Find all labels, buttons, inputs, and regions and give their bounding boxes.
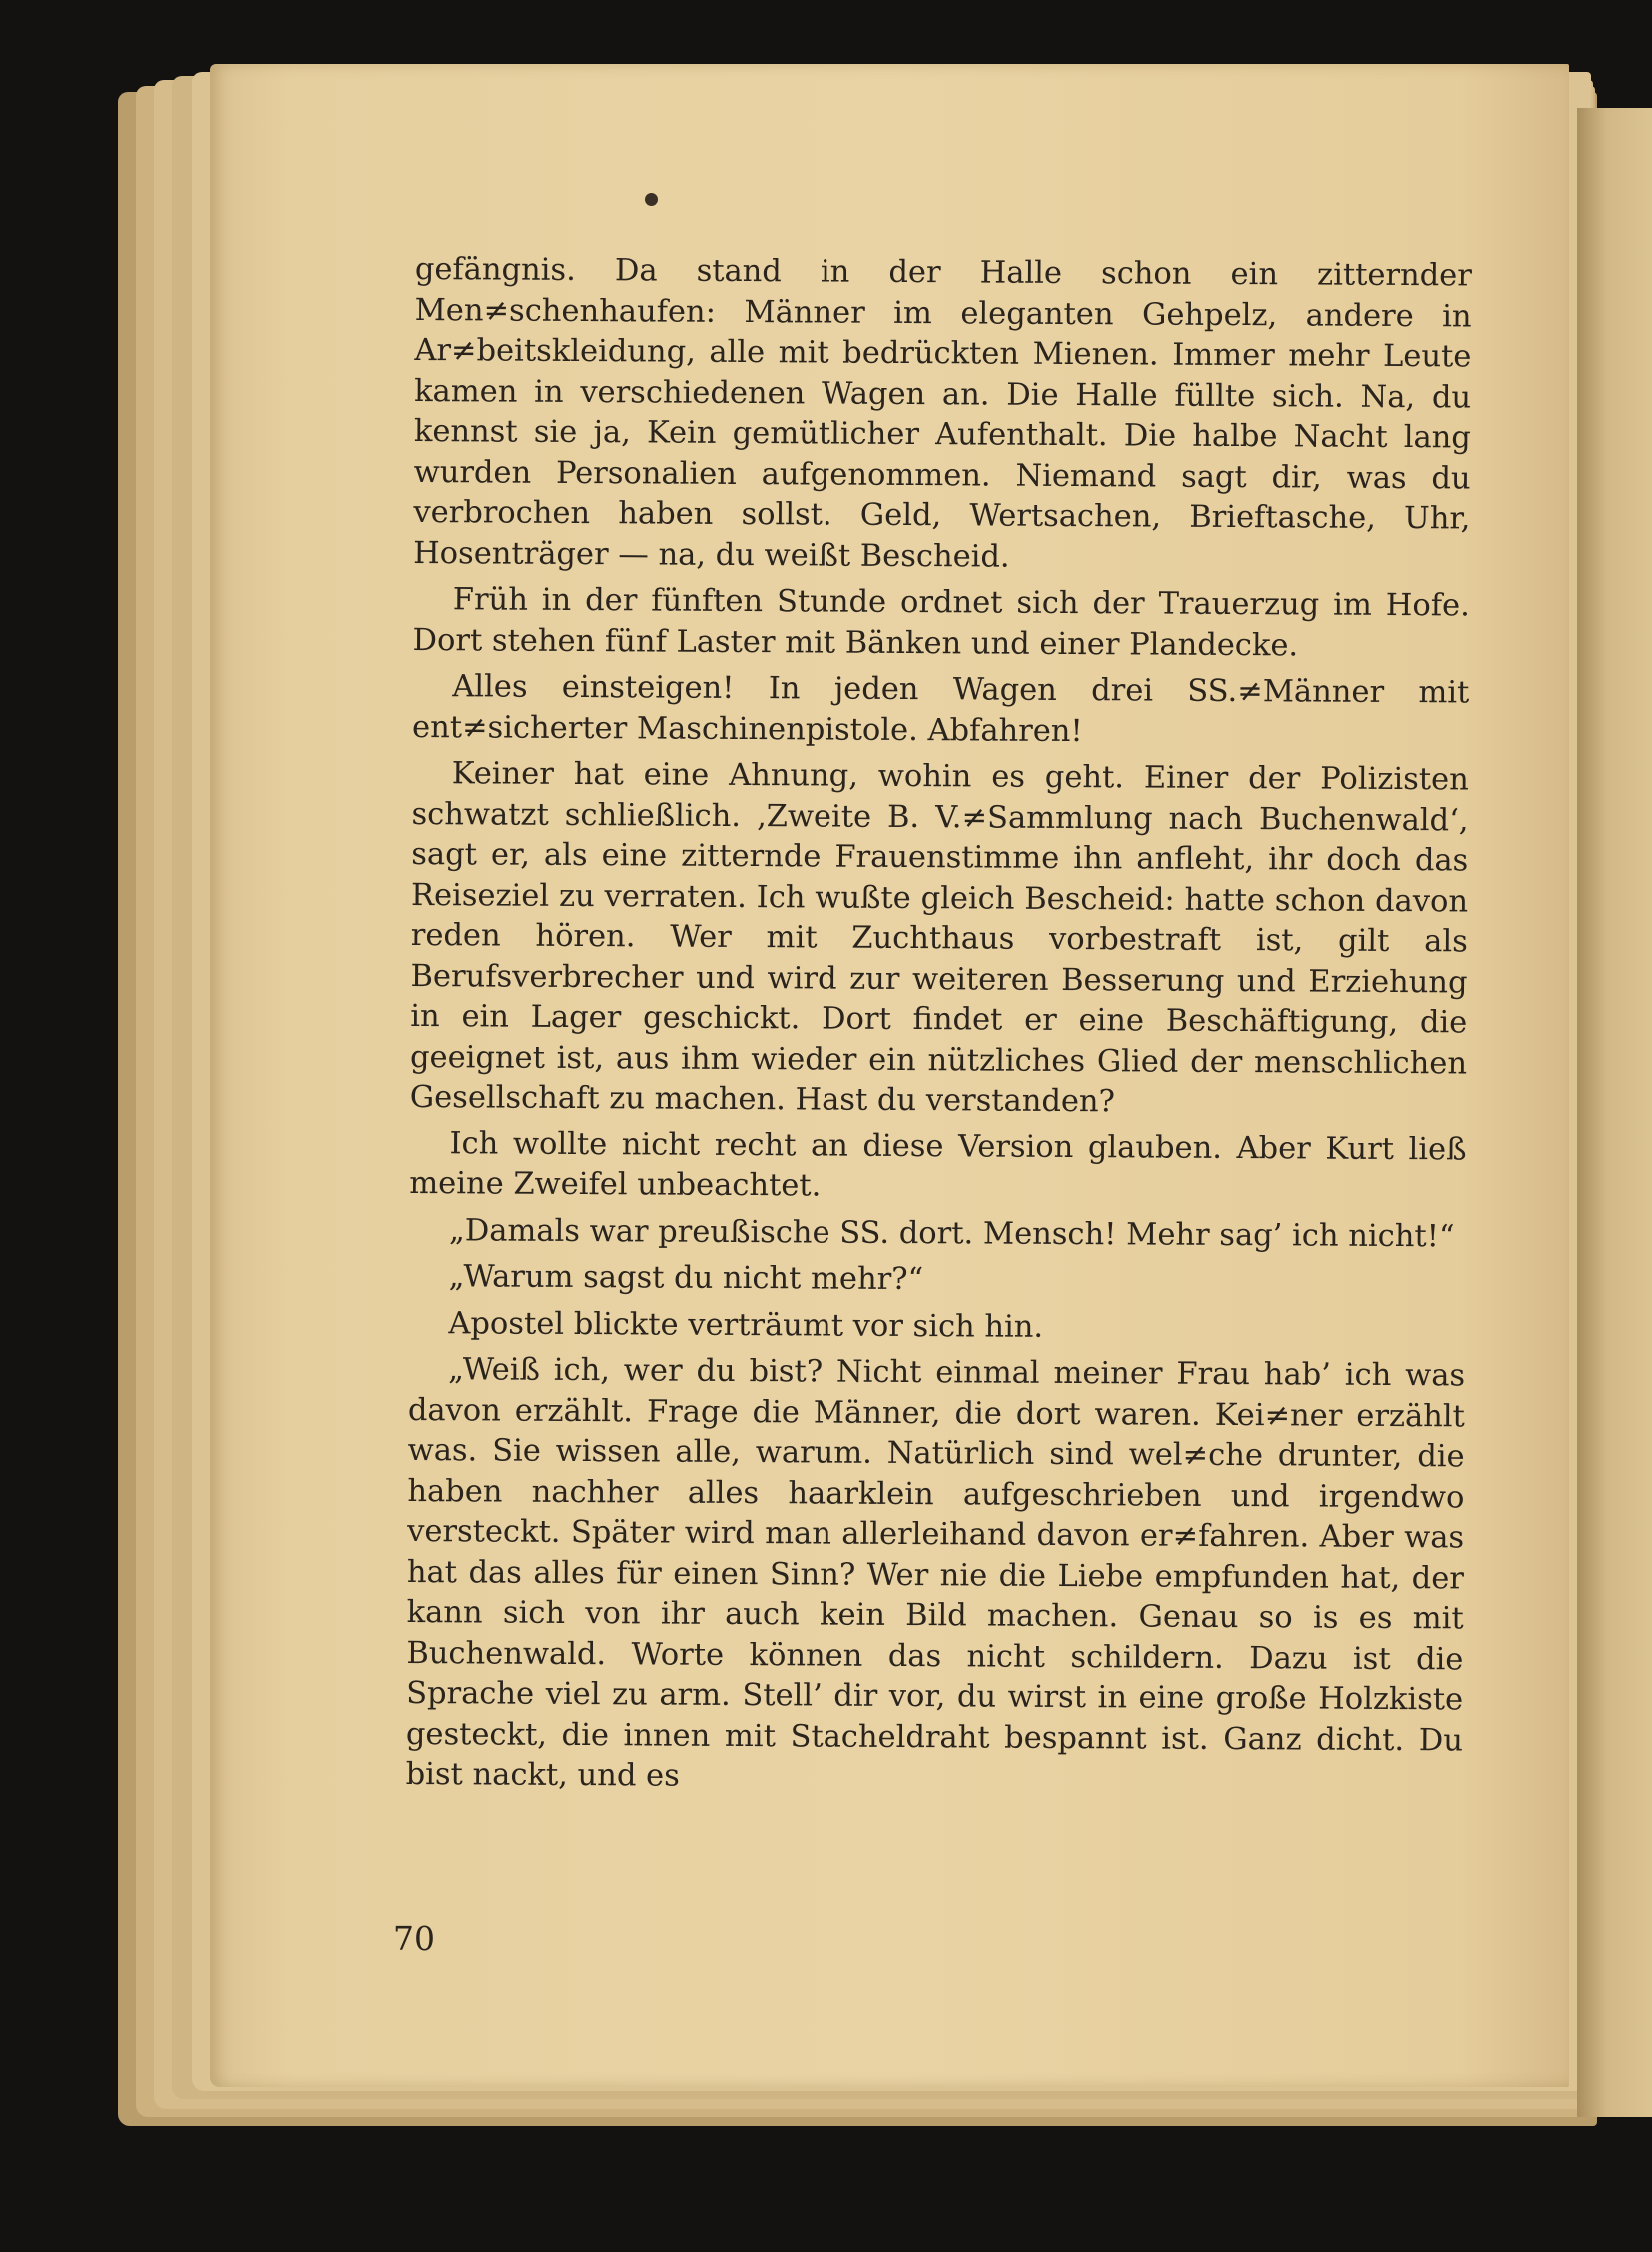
- paragraph: Ich wollte nicht recht an diese Version glauben. Aber Kurt ließ meine Zweifel unbeachtet.: [409, 1126, 1467, 1204]
- paragraph: Apostel blickte verträumt vor sich hin.: [448, 1305, 1044, 1345]
- paragraph: Früh in der fünften Stunde ordnet sich der Trauerzug im Hofe. Dort stehen fünf Laster mit Bänken und einer Plandecke.: [412, 582, 1470, 663]
- page-number: 70: [393, 1919, 435, 1958]
- paragraph: gefängnis. Da stand in der Halle schon ein zitternder Men≠schenhaufen: Männer im eleganten Gehpelz, andere in Ar≠beitskleidung, alle mit bedrückten Mienen. Immer mehr Leute kamen in verschiedenen Wagen an. Die Halle füllte sich. Na, du kennst sie ja, Kein gemütlicher Aufenthalt. Die halbe Nacht lang wurden Personalien aufgenommen. Niemand sagt dir, was du verbrochen haben sollst. Geld, Wertsachen, Brieftasche, Uhr, Hosenträger — na, du weißt Bescheid.: [413, 251, 1472, 575]
- paragraph: Keiner hat eine Ahnung, wohin es geht. Einer der Polizisten schwatzt schließlich. ‚Zweite B. V.≠Sammlung nach Buchenwald‘, sagt er, als eine zitternde Frauenstimme ihn anfleht, ihr doch das Reiseziel zu verraten. Ich wußte gleich Bescheid: hatte schon davon reden hören. Wer mit Zuchthaus vorbestraft ist, gilt als Berufsverbrecher und wird zur weiteren Besserung und Erziehung in ein Lager geschickt. Dort findet er eine Beschäftigung, die geeignet ist, aus ihm wieder ein nützliches Glied der menschlichen Gesellschaft zu machen. Hast du verstanden?: [409, 756, 1469, 1120]
- facing-page-edge: [1577, 108, 1652, 2117]
- paragraph: „Damals war preußische SS. dort. Mensch! Mehr sag’ ich nicht!“: [448, 1212, 1455, 1254]
- paragraph: Alles einsteigen! In jeden Wagen drei SS.≠Männer mit ent≠sicherter Maschinenpistole. Abfahren!: [411, 669, 1470, 749]
- page-body: [406, 250, 1472, 1808]
- paragraph: „Warum sagst du nicht mehr?“: [448, 1259, 924, 1298]
- ink-dot: [645, 193, 658, 206]
- paragraph: „Weiß ich, wer du bist? Nicht einmal meiner Frau hab’ ich was davon erzählt. Frage die Männer, die dort waren. Kei≠ner erzählt was. Sie wissen alle, warum. Natürlich sind wel≠che drunter, die haben nachher alles haarklein aufgeschrieben und irgendwo versteckt. Später wird man allerleihand davon er≠fahren. Aber was hat das alles für einen Sinn? Wer nie die Liebe empfunden hat, der kann sich von ihr auch kein Bild machen. Genau so is es mit Buchenwald. Worte können das nicht schildern. Dazu ist die Sprache viel zu arm. Stell’ dir vor, du wirst in eine große Holzkiste gesteckt, die innen mit Stacheldraht bespannt ist. Ganz dicht. Du bist nackt, und es: [405, 1352, 1466, 1794]
